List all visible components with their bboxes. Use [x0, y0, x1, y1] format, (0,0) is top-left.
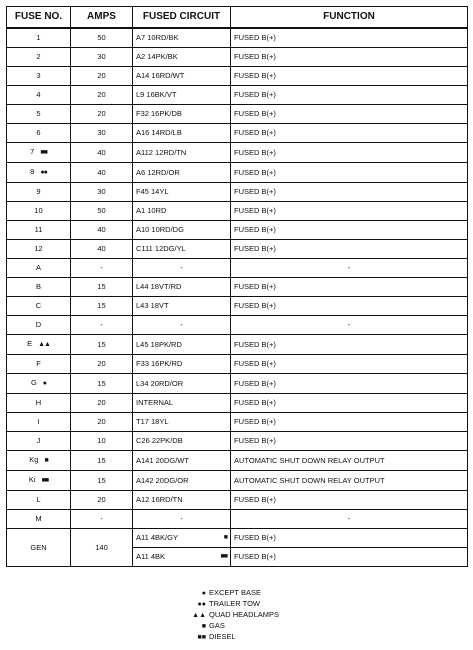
- option-mark-icon: ■■: [40, 149, 47, 156]
- fuse-number-cell: [7, 413, 71, 432]
- amps-cell: 40: [71, 221, 133, 240]
- function-cell: FUSED B(+): [231, 297, 468, 316]
- fuse-number-cell: [7, 105, 71, 124]
- amps-cell: 20: [71, 105, 133, 124]
- fuse-number-cell: GEN: [7, 529, 71, 567]
- circuit-wrap: [136, 548, 227, 566]
- fuse-number-cell: [7, 259, 71, 278]
- circuit-cell: -: [133, 316, 231, 335]
- table-row: [7, 48, 468, 67]
- legend-item: [186, 621, 279, 632]
- fuse-number: E: [27, 339, 33, 348]
- fuse-number: F: [36, 359, 41, 368]
- function-cell: FUSED B(+): [231, 335, 468, 355]
- circuit-cell: A1 10RD: [133, 202, 231, 221]
- fuse-number-cell: [7, 86, 71, 105]
- fuse-number: 4: [36, 90, 41, 99]
- fuse-number-cell: [7, 335, 71, 355]
- table-row: [7, 240, 468, 259]
- function-cell: FUSED B(+): [231, 202, 468, 221]
- table-row: [7, 374, 468, 394]
- fuse-number: 1: [36, 33, 41, 42]
- circuit-cell: -: [133, 510, 231, 529]
- circuit-cell: L44 18VT/RD: [133, 278, 231, 297]
- amps-cell: -: [71, 510, 133, 529]
- function-cell: FUSED B(+): [231, 548, 468, 567]
- fuse-number-cell: [7, 451, 71, 471]
- amps-cell: 30: [71, 48, 133, 67]
- amps-cell: 10: [71, 432, 133, 451]
- fuse-number-cell: [7, 240, 71, 259]
- amps-cell: 50: [71, 202, 133, 221]
- option-mark-icon: ■: [223, 534, 227, 541]
- amps-cell: 40: [71, 163, 133, 183]
- circuit-cell: A16 14RD/LB: [133, 124, 231, 143]
- fuse-number-cell: [7, 278, 71, 297]
- function-cell: FUSED B(+): [231, 432, 468, 451]
- option-mark-icon: ▲▲: [38, 341, 50, 348]
- fuse-number: I: [37, 417, 40, 426]
- table-row: [7, 316, 468, 335]
- fuse-number: H: [35, 398, 42, 407]
- amps-cell: 140: [71, 529, 133, 567]
- table-row: [7, 143, 468, 163]
- circuit-cell: L45 18PK/RD: [133, 335, 231, 355]
- fuse-number-cell: [7, 202, 71, 221]
- fuse-number-cell: [7, 355, 71, 374]
- amps-cell: 40: [71, 240, 133, 259]
- function-cell: FUSED B(+): [231, 183, 468, 202]
- fuse-number: 7: [30, 147, 35, 156]
- table-row: [7, 510, 468, 529]
- circuit-cell: F45 14YL: [133, 183, 231, 202]
- header-row: [7, 7, 468, 29]
- header-function: FUNCTION: [231, 7, 468, 29]
- fuse-number: L: [36, 495, 41, 504]
- circuit-text: A11 4BK/GY: [136, 533, 178, 542]
- option-mark-icon: ●●: [40, 169, 47, 176]
- circuit-cell: A12 16RD/TN: [133, 491, 231, 510]
- circuit-cell: F33 16PK/RD: [133, 355, 231, 374]
- fuse-number-cell: [7, 28, 71, 48]
- legend-symbol-icon: ■■: [197, 634, 206, 641]
- fuse-number-cell: [7, 143, 71, 163]
- function-cell: FUSED B(+): [231, 240, 468, 259]
- amps-cell: -: [71, 259, 133, 278]
- legend-item: [186, 599, 279, 610]
- circuit-cell: T17 18YL: [133, 413, 231, 432]
- function-cell: FUSED B(+): [231, 105, 468, 124]
- header-fused-circuit: FUSED CIRCUIT: [133, 7, 231, 29]
- legend-label: GAS: [209, 621, 225, 630]
- legend-item: [186, 610, 279, 621]
- amps-cell: 20: [71, 413, 133, 432]
- circuit-cell: INTERNAL: [133, 394, 231, 413]
- circuit-cell: A10 10RD/DG: [133, 221, 231, 240]
- legend-symbol-icon: ●●: [197, 601, 206, 608]
- table-row: [7, 413, 468, 432]
- fuse-number: 8: [30, 167, 35, 176]
- fuse-number: G: [30, 378, 37, 387]
- function-cell: AUTOMATIC SHUT DOWN RELAY OUTPUT: [231, 451, 468, 471]
- amps-cell: 50: [71, 28, 133, 48]
- legend-label: DIESEL: [209, 632, 236, 641]
- function-cell: FUSED B(+): [231, 374, 468, 394]
- fuse-number: Kg: [29, 455, 39, 464]
- circuit-cell: -: [133, 259, 231, 278]
- circuit-cell: A112 12RD/TN: [133, 143, 231, 163]
- function-cell: FUSED B(+): [231, 163, 468, 183]
- circuit-text: A11 4BK: [136, 552, 166, 561]
- circuit-wrap: [136, 529, 227, 547]
- table-row: [7, 163, 468, 183]
- amps-cell: 15: [71, 451, 133, 471]
- table-row: [7, 259, 468, 278]
- amps-cell: 20: [71, 67, 133, 86]
- fuse-number-cell: [7, 297, 71, 316]
- circuit-cell: A141 20DG/WT: [133, 451, 231, 471]
- circuit-cell: A7 10RD/BK: [133, 28, 231, 48]
- fuse-number-cell: [7, 163, 71, 183]
- fuse-number: 12: [34, 244, 43, 253]
- function-cell: -: [231, 510, 468, 529]
- table-row: [7, 28, 468, 48]
- fuse-number-cell: [7, 510, 71, 529]
- fuse-number: 5: [36, 109, 41, 118]
- amps-cell: 20: [71, 394, 133, 413]
- circuit-cell: [133, 529, 231, 548]
- legend-label: QUAD HEADLAMPS: [209, 610, 280, 619]
- function-cell: FUSED B(+): [231, 67, 468, 86]
- fuse-number: M: [35, 514, 42, 523]
- circuit-cell: L9 16BK/VT: [133, 86, 231, 105]
- header-amps: AMPS: [71, 7, 133, 29]
- legend-item: [186, 632, 279, 643]
- circuit-cell: [133, 548, 231, 567]
- amps-cell: 15: [71, 297, 133, 316]
- table-row: [7, 105, 468, 124]
- fuse-number-cell: [7, 471, 71, 491]
- function-cell: FUSED B(+): [231, 86, 468, 105]
- circuit-cell: A14 16RD/WT: [133, 67, 231, 86]
- fuse-number: 10: [34, 206, 43, 215]
- table-row: [7, 471, 468, 491]
- function-cell: FUSED B(+): [231, 28, 468, 48]
- fuse-number: 6: [36, 128, 41, 137]
- legend-symbol-icon: ■: [201, 623, 206, 630]
- circuit-cell: A6 12RD/OR: [133, 163, 231, 183]
- table-row: [7, 355, 468, 374]
- circuit-cell: L43 18VT: [133, 297, 231, 316]
- function-cell: -: [231, 259, 468, 278]
- option-mark-icon: ●: [42, 380, 47, 387]
- fuse-number: D: [35, 320, 42, 329]
- fuse-number: C: [35, 301, 42, 310]
- fuse-table-body: [7, 28, 468, 567]
- fuse-number-cell: [7, 374, 71, 394]
- option-mark-icon: ■■: [41, 477, 49, 484]
- fuse-number: 2: [36, 52, 41, 61]
- circuit-cell: C111 12DG/YL: [133, 240, 231, 259]
- function-cell: FUSED B(+): [231, 48, 468, 67]
- function-cell: FUSED B(+): [231, 221, 468, 240]
- table-row: [7, 335, 468, 355]
- amps-cell: 30: [71, 124, 133, 143]
- function-cell: AUTOMATIC SHUT DOWN RELAY OUTPUT: [231, 471, 468, 491]
- fuse-table: [6, 6, 468, 567]
- circuit-cell: C26 22PK/DB: [133, 432, 231, 451]
- function-cell: -: [231, 316, 468, 335]
- table-row: [7, 394, 468, 413]
- function-cell: FUSED B(+): [231, 394, 468, 413]
- table-row: [7, 432, 468, 451]
- table-row: [7, 183, 468, 202]
- amps-cell: 20: [71, 86, 133, 105]
- fuse-number: A: [35, 263, 41, 272]
- amps-cell: 30: [71, 183, 133, 202]
- fuse-number: J: [36, 436, 41, 445]
- function-cell: FUSED B(+): [231, 529, 468, 548]
- amps-cell: 40: [71, 143, 133, 163]
- amps-cell: 20: [71, 355, 133, 374]
- function-cell: FUSED B(+): [231, 491, 468, 510]
- fuse-number: Ki: [28, 475, 36, 484]
- function-cell: FUSED B(+): [231, 278, 468, 297]
- table-row: [7, 202, 468, 221]
- table-row: [7, 491, 468, 510]
- circuit-cell: A142 20DG/OR: [133, 471, 231, 491]
- table-row: [7, 278, 468, 297]
- fuse-number-cell: [7, 124, 71, 143]
- option-mark-icon: ■: [44, 457, 48, 464]
- table-row-gen: [7, 529, 468, 548]
- fuse-number: 3: [36, 71, 41, 80]
- header-fuse-no: FUSE NO.: [7, 7, 71, 29]
- fuse-number-cell: [7, 491, 71, 510]
- legend-item: [186, 588, 279, 599]
- circuit-cell: F32 16PK/DB: [133, 105, 231, 124]
- circuit-cell: L34 20RD/OR: [133, 374, 231, 394]
- amps-cell: 20: [71, 491, 133, 510]
- function-cell: FUSED B(+): [231, 143, 468, 163]
- amps-cell: 15: [71, 374, 133, 394]
- fuse-number-cell: [7, 67, 71, 86]
- table-row: [7, 67, 468, 86]
- table-row: [7, 221, 468, 240]
- function-cell: FUSED B(+): [231, 413, 468, 432]
- amps-cell: 15: [71, 278, 133, 297]
- legend-label: EXCEPT BASE: [209, 588, 261, 597]
- fuse-number: 11: [34, 225, 43, 234]
- amps-cell: 15: [71, 335, 133, 355]
- fuse-number-cell: [7, 48, 71, 67]
- fuse-number-cell: [7, 316, 71, 335]
- fuse-number: B: [35, 282, 41, 291]
- legend: [186, 588, 279, 643]
- fuse-number-cell: [7, 221, 71, 240]
- fuse-number-cell: [7, 394, 71, 413]
- legend-symbol-icon: ●: [201, 590, 206, 597]
- circuit-cell: A2 14PK/BK: [133, 48, 231, 67]
- fuse-number-cell: [7, 432, 71, 451]
- function-cell: FUSED B(+): [231, 355, 468, 374]
- function-cell: FUSED B(+): [231, 124, 468, 143]
- amps-cell: -: [71, 316, 133, 335]
- table-row: [7, 451, 468, 471]
- table-row: [7, 297, 468, 316]
- amps-cell: 15: [71, 471, 133, 491]
- table-row: [7, 86, 468, 105]
- legend-label: TRAILER TOW: [209, 599, 260, 608]
- table-row: [7, 124, 468, 143]
- fuse-number-cell: [7, 183, 71, 202]
- option-mark-icon: ■■: [220, 553, 227, 560]
- legend-symbol-icon: ▲▲: [192, 612, 206, 619]
- fuse-number: 9: [36, 187, 41, 196]
